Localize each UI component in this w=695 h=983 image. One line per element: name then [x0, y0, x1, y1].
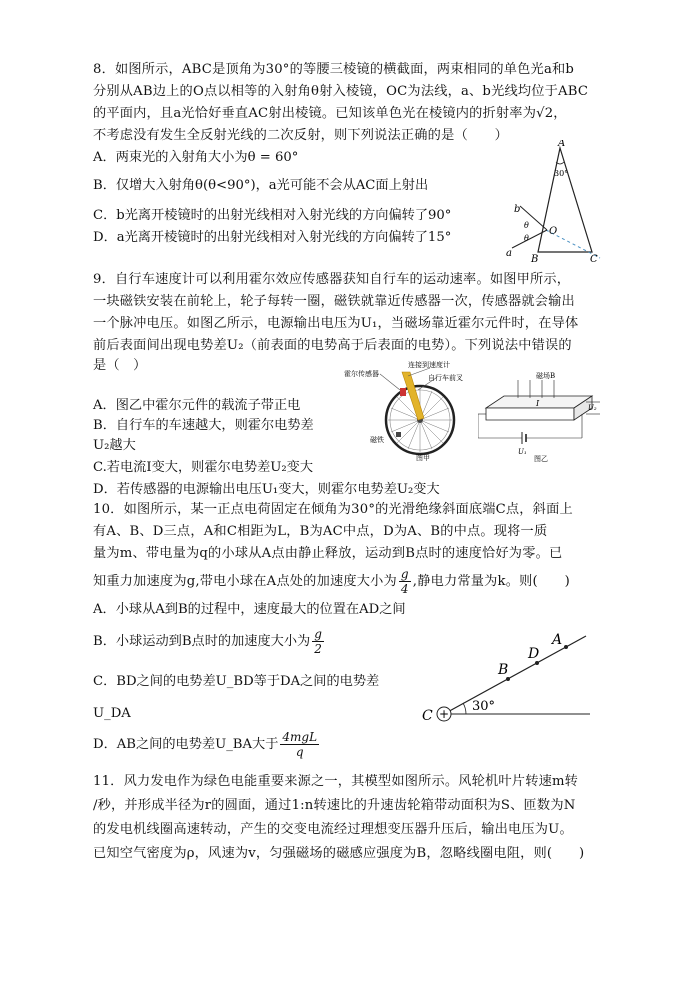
q10-line-4-tail: ,静电力常量为k。则( ) [412, 574, 570, 589]
q9-line-4: 前后表面间出现电势差U₂（前表面的电势高于后表面的电势）。下列说法中错误的 [93, 338, 572, 353]
fraction-g-over-2: $\frac{g}{2}$ [314, 627, 322, 656]
q8-line-4: 不考虑没有发生全反射光线的二次反射，则下列说法正确的是（ ） [93, 128, 509, 143]
q10-line-2: 有A、B、D三点，A和C相距为L，B为AC中点，D为A、B的中点。现将一质 [93, 524, 548, 539]
q9-option-b-cont: U₂越大 [93, 438, 136, 453]
q10-option-c: C．BD之间的电势差U_BD等于DA之间的电势差 [93, 674, 380, 689]
label-A: A [552, 632, 563, 648]
label-C: C [422, 708, 433, 724]
q11-line-3: 的发电机线圈高速转动，产生的交变电流经过理想变压器升压后，输出电压为U。 [93, 822, 573, 837]
q9-option-a: A．图乙中霍尔元件的载流子带正电 [93, 398, 301, 413]
label-D: D [528, 646, 540, 662]
label-30deg: 30° [554, 169, 569, 178]
label-u1: U₁ [518, 448, 527, 456]
q10-option-d: D．AB之间的电势差U_BA大于 $\frac{\text{4mgL}}{q}$ [93, 730, 318, 759]
q9-bicycle-figure [340, 360, 480, 462]
q10-line-4 [93, 566, 570, 598]
angle-arc [463, 703, 466, 714]
q8-line-2: 分别从AB边上的O点以相等的入射角θ射入棱镜，OC为法线，a、b光线均位于ABC [93, 84, 589, 99]
q8-option-c: C．b光离开棱镜时的出射光线相对入射光线的方向偏转了90° [93, 208, 452, 223]
label-B: B [498, 662, 509, 678]
label-C: C [590, 254, 598, 262]
q9-line-2: 一块磁铁安装在前轮上，轮子每转一圈，磁铁就靠近传感器一次，传感器就会输出 [93, 294, 575, 309]
label-30deg: 30° [472, 699, 496, 714]
q8-option-d: D．a光离开棱镜时的出射光线相对入射光线的方向偏转了15° [93, 230, 452, 245]
label-magnet: 磁铁 [370, 436, 384, 444]
magnet [396, 432, 401, 437]
label-O: O [549, 226, 558, 237]
q8-prism-figure [500, 140, 610, 262]
plus-sign: + [439, 707, 450, 721]
q8-line-3: 的平面内，且a光恰好垂直AC射出棱镜。已知该单色光在棱镜内的折射率为√2， [93, 106, 567, 121]
label-theta-2: θ [524, 234, 529, 243]
label-fork: 自行车前叉 [428, 374, 463, 382]
caption-figure-a: 图甲 [416, 454, 430, 462]
q9-option-b: B．自行车的车速越大，则霍尔电势差 [93, 418, 314, 433]
q9-hall-element-figure [478, 368, 603, 462]
q8-line-1: 8．如图所示，ABC是顶角为30°的等腰三棱镜的横截面，两束相同的单色光a和b [93, 62, 575, 77]
q10-option-a: A．小球从A到B的过程中，速度最大的位置在AD之间 [93, 602, 406, 617]
label-b: b [514, 204, 521, 215]
q11-line-2: /秒，并形成半径为r的圆面，通过1:n转速比的升速齿轮箱带动面积为S、匝数为N [93, 798, 576, 813]
light-ray-a [512, 230, 547, 248]
label-A: A [558, 140, 566, 149]
label-sensor: 霍尔传感器 [344, 370, 379, 378]
q9-line-3: 一个脉冲电压。如图乙所示，电源输出电压为U₁，当磁场靠近霍尔元件时，在导体 [93, 316, 579, 331]
label-B: B [531, 254, 539, 262]
label-field: 磁场B [536, 372, 556, 380]
field-arrows [518, 380, 554, 398]
q8-option-a: A．两束光的入射角大小为θ = 60° [93, 150, 299, 165]
fraction-g-over-4: $\frac{g}{4}$ [400, 567, 409, 596]
label-u2: U₂ [588, 404, 597, 412]
q9-option-c: C.若电流I变大，则霍尔电势差U₂变大 [93, 460, 314, 475]
q9-option-d: D．若传感器的电源输出电压U₁变大，则霍尔电势差U₂变大 [93, 482, 440, 497]
point-a [564, 645, 568, 649]
q11-line-4: 已知空气密度为ρ，风速为v，匀强磁场的磁感应强度为B，忽略线圈电阻，则( ) [93, 846, 585, 861]
label-link: 连接到速度计 [408, 361, 450, 369]
q10-option-b: B．小球运动到B点时的加速度大小为 $\frac{g}{2}$ [93, 627, 322, 656]
label-a: a [506, 248, 512, 259]
q9-line-5: 是（ ） [93, 358, 147, 373]
q8-option-b: B．仅增大入射角θ(θ<90°)，a光可能不会从AC面上射出 [93, 178, 429, 193]
q11-line-1: 11．风力发电作为绿色电能重要来源之一，其模型如图所示。风轮机叶片转速m转 [93, 774, 579, 789]
hall-front-face [486, 408, 574, 420]
q10-incline-figure [418, 628, 598, 728]
q10-line-4-text: 知重力加速度为g,带电小球在A点处的加速度大小为 [93, 574, 397, 589]
q10-line-3: 量为m、带电量为q的小球从A点由静止释放，运动到B点时的速度恰好为零。已 [93, 546, 563, 561]
fraction-4mgl-over-q: $\frac{\text{4mgL}}{q}$ [282, 730, 318, 759]
q10-option-c-cont: U_DA [93, 706, 131, 721]
label-theta-1: θ [524, 221, 529, 230]
prism-triangle [538, 148, 592, 252]
q10-line-1: 10．如图所示，某一正点电荷固定在倾角为30°的光滑绝缘斜面底端C点，斜面上 [93, 502, 573, 517]
label-current: I [536, 399, 540, 408]
hall-sensor [400, 388, 406, 396]
q9-line-1: 9．自行车速度计可以利用霍尔效应传感器获知自行车的运动速率。如图甲所示， [93, 272, 571, 287]
caption-figure-b: 图乙 [534, 455, 548, 462]
